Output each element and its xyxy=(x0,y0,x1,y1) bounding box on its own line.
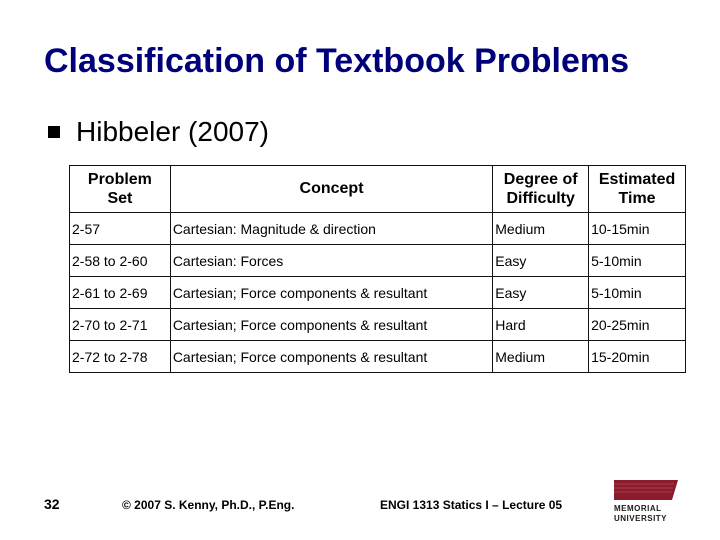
cell-concept: Cartesian; Force components & resultant xyxy=(170,341,492,373)
cell-difficulty: Medium xyxy=(493,341,589,373)
bullet-item xyxy=(48,116,269,148)
cell-problem-set: 2-57 xyxy=(70,213,171,245)
cell-problem-set: 2-70 to 2-71 xyxy=(70,309,171,341)
header-concept: Concept xyxy=(170,166,492,213)
table-row xyxy=(70,341,686,373)
slide-title: Classification of Textbook Problems xyxy=(44,42,630,80)
slide-number: 32 xyxy=(44,496,60,512)
logo-flag-shape xyxy=(614,480,678,500)
memorial-university-logo-icon xyxy=(612,478,686,524)
cell-concept: Cartesian: Magnitude & direction xyxy=(170,213,492,245)
cell-difficulty: Easy xyxy=(493,245,589,277)
cell-difficulty: Medium xyxy=(493,213,589,245)
header-difficulty: Degree of Difficulty xyxy=(493,166,589,213)
table-row xyxy=(70,277,686,309)
bullet-text: Hibbeler (2007) xyxy=(76,116,269,147)
logo-line-2: UNIVERSITY xyxy=(614,514,668,523)
cell-problem-set: 2-61 to 2-69 xyxy=(70,277,171,309)
footer-copyright: © 2007 S. Kenny, Ph.D., P.Eng. xyxy=(122,498,295,512)
cell-difficulty: Easy xyxy=(493,277,589,309)
table-row xyxy=(70,309,686,341)
cell-concept: Cartesian: Forces xyxy=(170,245,492,277)
table-row xyxy=(70,245,686,277)
logo-line-1: MEMORIAL xyxy=(614,504,662,513)
cell-concept: Cartesian; Force components & resultant xyxy=(170,277,492,309)
table-row xyxy=(70,213,686,245)
cell-problem-set: 2-58 to 2-60 xyxy=(70,245,171,277)
header-time: Estimated Time xyxy=(589,166,686,213)
table-header-row xyxy=(70,166,686,213)
square-bullet-icon xyxy=(48,126,60,138)
footer-course: ENGI 1313 Statics I – Lecture 05 xyxy=(380,498,563,512)
cell-time: 5-10min xyxy=(589,277,686,309)
problems-table xyxy=(69,165,686,373)
cell-time: 20-25min xyxy=(589,309,686,341)
cell-time: 5-10min xyxy=(589,245,686,277)
header-problem-set: Problem Set xyxy=(70,166,171,213)
cell-time: 10-15min xyxy=(589,213,686,245)
cell-difficulty: Hard xyxy=(493,309,589,341)
cell-concept: Cartesian; Force components & resultant xyxy=(170,309,492,341)
cell-time: 15-20min xyxy=(589,341,686,373)
cell-problem-set: 2-72 to 2-78 xyxy=(70,341,171,373)
